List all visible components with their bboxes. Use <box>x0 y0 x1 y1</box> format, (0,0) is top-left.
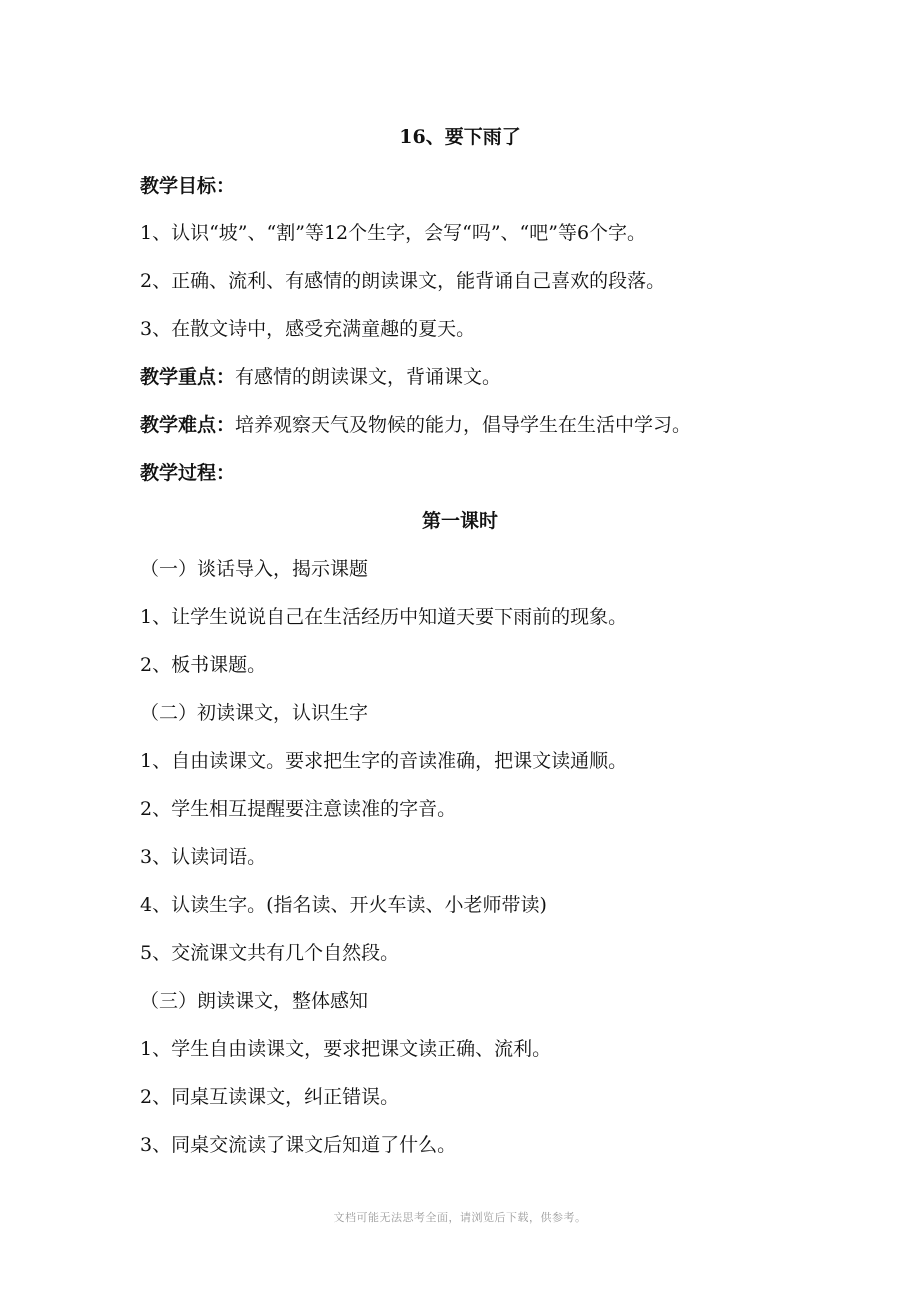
section-item: 2、板书课题。 <box>140 654 267 676</box>
section-item: 4、认读生字。(指名读、开火车读、小老师带读) <box>140 894 547 916</box>
objective-item: 2、正确、流利、有感情的朗读课文，能背诵自己喜欢的段落。 <box>140 270 666 292</box>
section-item: 2、同桌互读课文，纠正错误。 <box>140 1086 400 1108</box>
section-item: 3、认读词语。 <box>140 846 267 868</box>
section-heading: （三）朗读课文，整体感知 <box>140 990 369 1012</box>
difficulties-line <box>140 412 860 438</box>
section-heading: （二）初读课文，认识生字 <box>140 702 369 724</box>
section-heading: （一）谈话导入，揭示课题 <box>140 558 369 580</box>
section-item: 1、让学生说说自己在生活经历中知道天要下雨前的现象。 <box>140 606 628 628</box>
footer-watermark: 文档可能无法思考全面，请浏览后下载，供参考。 <box>333 1211 587 1224</box>
document-title: 16、要下雨了 <box>399 126 521 148</box>
section-item: 2、学生相互提醒要注意读准的字音。 <box>140 798 457 820</box>
section-item: 1、自由读课文。要求把生字的音读准确，把课文读通顺。 <box>140 750 628 772</box>
key-points-label: 教学重点： <box>140 366 236 388</box>
process-heading: 教学过程： <box>140 462 236 484</box>
objective-item: 3、在散文诗中，感受充满童趣的夏天。 <box>140 318 476 340</box>
key-points-line <box>140 364 860 390</box>
objectives-heading: 教学目标： <box>140 175 236 197</box>
section-item: 5、交流课文共有几个自然段。 <box>140 942 400 964</box>
difficulties-text: 培养观察天气及物候的能力，倡导学生在生活中学习。 <box>235 414 692 436</box>
lesson-title: 第一课时 <box>421 510 498 532</box>
section-item: 1、学生自由读课文，要求把课文读正确、流利。 <box>140 1038 552 1060</box>
key-points-text: 有感情的朗读课文，背诵课文。 <box>235 366 502 388</box>
section-item: 3、同桌交流读了课文后知道了什么。 <box>140 1134 457 1156</box>
objective-item: 1、认识“坡”、“割”等12个生字，会写“吗”、“吧”等6个字。 <box>140 222 647 244</box>
difficulties-label: 教学难点： <box>140 414 236 436</box>
